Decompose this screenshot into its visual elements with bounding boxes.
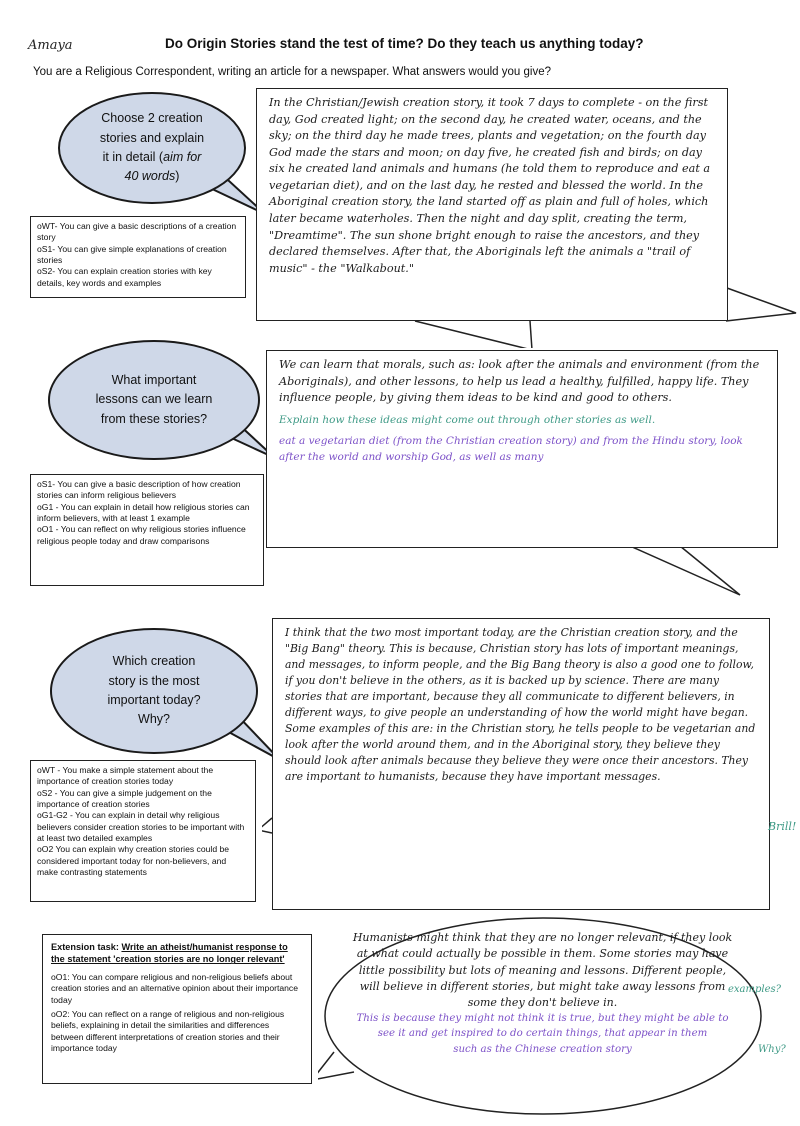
criteria-item: oWT - You make a simple statement about the importance of creation stories today (37, 765, 214, 787)
criteria-item: oO2 You can explain why creation stories could be considered important today for non-believers, and make contrasting statements (37, 844, 230, 878)
criteria-box-1 (30, 216, 246, 298)
student-response-2: such as the Chinese creation story (453, 1043, 632, 1055)
handwritten-answer: We can learn that morals, such as: look after the animals and environment (from the Aboriginals), and other lessons, to help us lead a healthy, fulfilled, happy life. They influence people, by giving them ideas to be kind and good to others. (279, 358, 760, 405)
student-signature: Amaya (28, 38, 73, 53)
criteria-item: oO2: You can reflect on a range of religious and non-religious beliefs, explaining in detail the similarities and differences between different interpretations of creation stories and their importance today (51, 1008, 285, 1054)
answer-box-3 (272, 618, 770, 910)
criteria-item: oS2 - You can give a simple judgement on the importance of creation stories (37, 787, 212, 810)
page-subtitle: You are a Religious Correspondent, writing an article for a newspaper. What answers would you give? (33, 66, 551, 78)
criteria-item: oS1- You can give simple explanations of creation stories (37, 243, 227, 266)
criteria-item: oWT- You can give a basic descriptions of a creation story (37, 221, 237, 243)
teacher-comment: Explain how these ideas might come out through other stories as well. (279, 413, 656, 426)
extension-answer (350, 930, 735, 1108)
extension-task-box (42, 934, 312, 1084)
criteria-item: oG1 - You can explain in detail how religious stories can inform believers, with at least 1 example (37, 501, 250, 524)
teacher-margin-note: examples? (728, 984, 782, 995)
criteria-item: oO1 - You can reflect on why religious stories influence religious people today and draw comparisons (37, 524, 246, 546)
page-title: Do Origin Stories stand the test of time? Do they teach us anything today? (165, 36, 644, 51)
extension-label: Extension task: (51, 942, 119, 952)
criteria-item: oG1-G2 - You can explain in detail why religious believers consider creation stories to be important with at least two detailed examples (37, 810, 245, 844)
extension-task-text: Write an atheist/humanist response to the statement 'creation stories are no longer relevant' (51, 942, 288, 965)
student-response: This is because they might not think it is true, but they might be able to see it and get inspired to do certain things, that appear in them (356, 1013, 729, 1040)
handwritten-answer: Humanists might think that they are no longer relevant, if they look at what could actually be possible in them. Some stories may have little possibility but lots of meaning and lessons. Different people, will believe in different stories, but might take away lessons from some they don't believe in. (352, 931, 733, 1010)
prompt-bubble-3: Which creation story is the most important today? Why? (50, 628, 258, 754)
criteria-box-3 (30, 760, 256, 902)
answer-box-2 (266, 350, 778, 548)
answer-box-1 (256, 88, 728, 321)
handwritten-answer: In the Christian/Jewish creation story, it took 7 days to complete - on the first day, God created light; on the second day, he created water, oceans, and the sky; on the third day he made trees, plants and vegetation; on the fourth day God made the stars and moon; on day five, he created fish and birds; on day six he created land animals and humans (he told them to reproduce and eat a vegetarian diet), and on the last day, he rested and blessed the world. In the Aboriginal creation story, the land started off as plain and full of holes, which later became waterholes. Then the night and day split, creating the term, "Dreamtime". The sun shone bright enough to raise the ancestors, and they declared themselves. After that, the Aboriginals left the animals a "trail of music" - the "Walkabout." (269, 96, 711, 275)
criteria-item: oS1- You can give a basic description of how creation stories can inform religious believers (37, 479, 241, 501)
prompt-bubble-2: What important lessons can we learn from these stories? (48, 340, 260, 460)
teacher-margin-note: Why? (758, 1044, 786, 1055)
prompt-bubble-1: Choose 2 creation stories and explain it in detail (aim for 40 words) (58, 92, 246, 204)
teacher-margin-note: Brill! (768, 820, 797, 833)
criteria-box-2 (30, 474, 264, 586)
student-response: eat a vegetarian diet (from the Christian creation story) and from the Hindu story, look after the world and worship God, as well as many (279, 435, 743, 463)
criteria-item: oS2- You can explain creation stories with key details, key words and examples (37, 266, 212, 288)
criteria-item: oO1: You can compare religious and non-religious beliefs about creation stories and an alternative opinion about their importance today (51, 971, 298, 1006)
handwritten-answer: I think that the two most important today, are the Christian creation story, and the "Big Bang" theory. This is because, Christian story has lots of important meanings, and messages, to inform people, and the Big Bang theory is also a good one to follow, if you don't believe in the others, as it is backed up by science. There are many stories that are important, because they all communicate to different believers, in different ways, to give people an understanding of how the world might have began. Some examples of this are: in the Christian story, he tells people to be vegetarian and look after the world around them, and in the Aboriginal story, they believe they should look after animals because they believe they were once their ancestors. They are important to humanists, because they have important messages. (285, 626, 756, 783)
